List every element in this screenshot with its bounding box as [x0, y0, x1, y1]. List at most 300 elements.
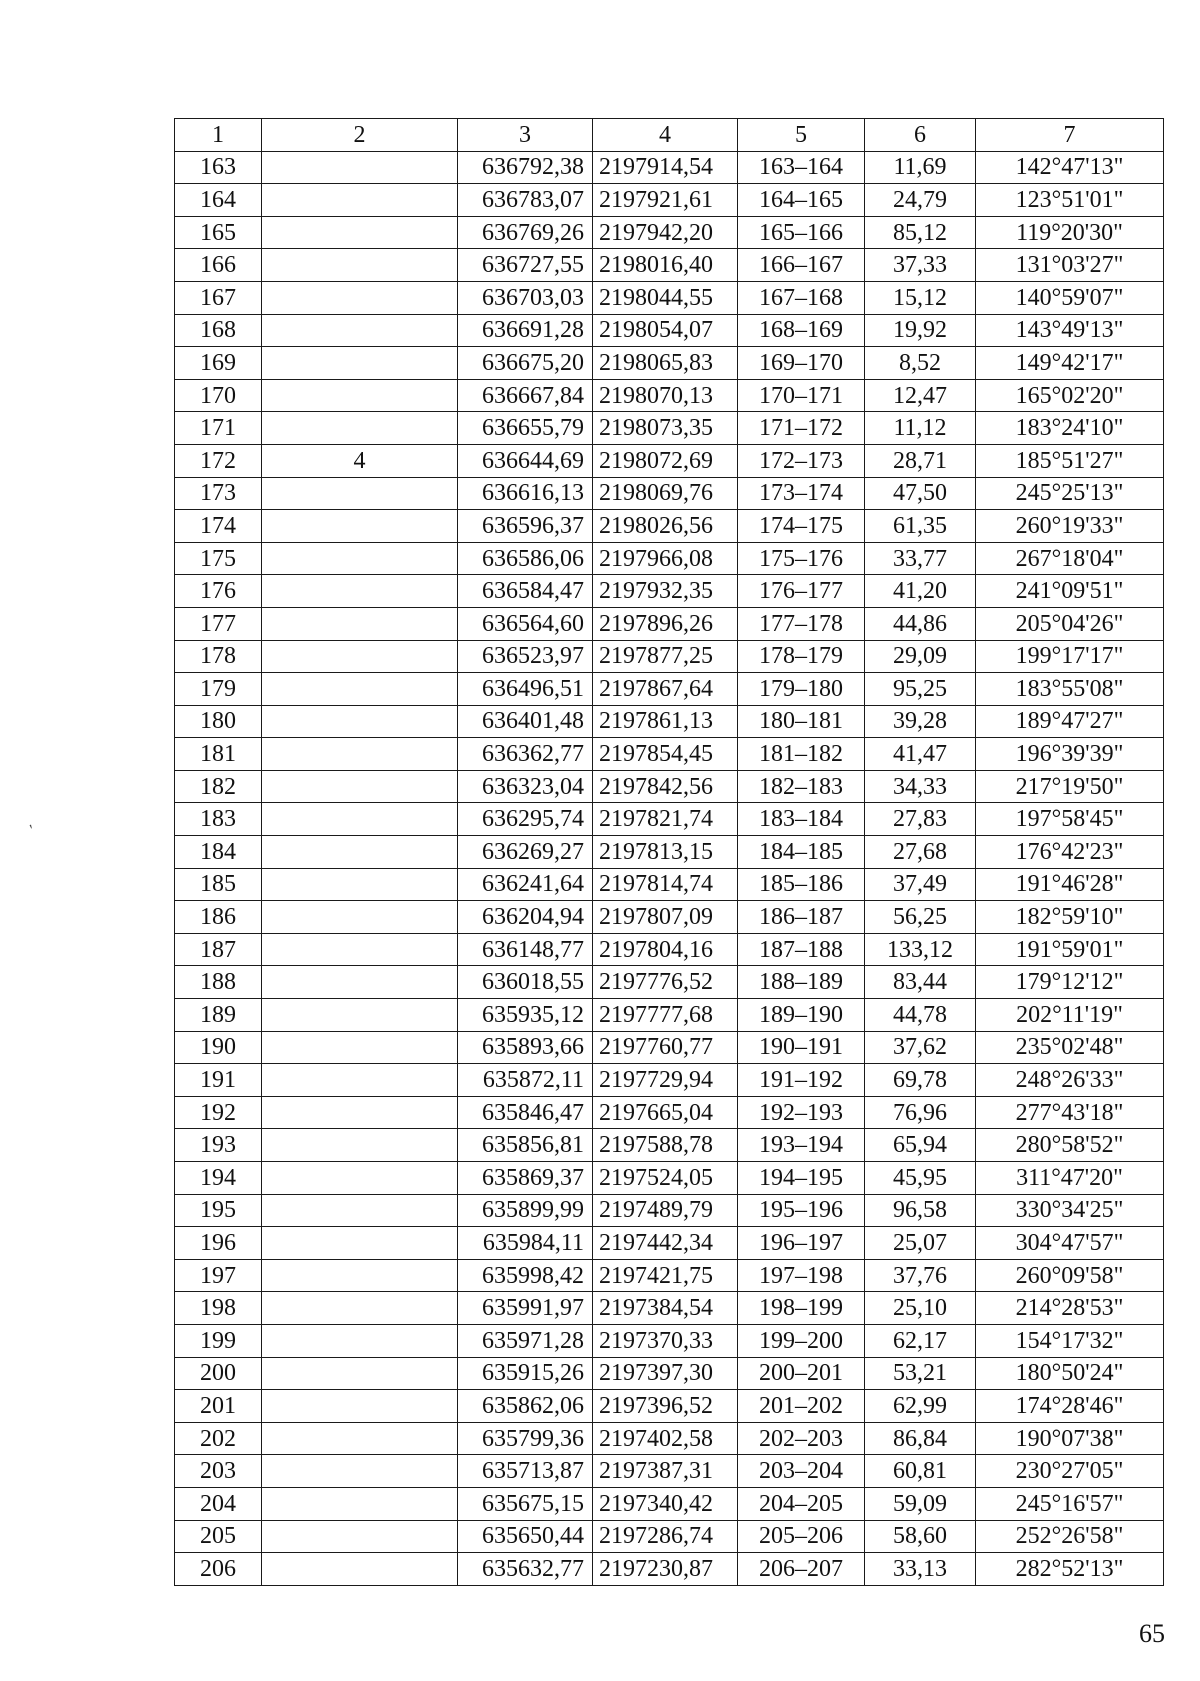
x-coordinate-cell: 636667,84 — [458, 379, 593, 412]
point-number-cell: 196 — [175, 1227, 262, 1260]
x-coordinate-cell: 636769,26 — [458, 216, 593, 249]
bearing-cell: 267°18'04" — [976, 542, 1164, 575]
header-cell-7: 7 — [976, 119, 1164, 152]
segment-cell: 179–180 — [738, 673, 865, 706]
table-row — [175, 1422, 1164, 1455]
table-row — [175, 281, 1164, 314]
y-coordinate-cell: 2197286,74 — [593, 1520, 738, 1553]
length-cell: 33,13 — [865, 1553, 976, 1586]
group-label-cell — [262, 1064, 458, 1097]
group-label-cell — [262, 770, 458, 803]
bearing-cell: 197°58'45" — [976, 803, 1164, 836]
y-coordinate-cell: 2197854,45 — [593, 738, 738, 771]
header-cell-5: 5 — [738, 119, 865, 152]
x-coordinate-cell: 636362,77 — [458, 738, 593, 771]
group-label-cell — [262, 1487, 458, 1520]
bearing-cell: 252°26'58" — [976, 1520, 1164, 1553]
segment-cell: 204–205 — [738, 1487, 865, 1520]
length-cell: 47,50 — [865, 477, 976, 510]
point-number-cell: 172 — [175, 444, 262, 477]
segment-cell: 200–201 — [738, 1357, 865, 1390]
bearing-cell: 214°28'53" — [976, 1292, 1164, 1325]
group-label-cell — [262, 281, 458, 314]
point-number-cell: 184 — [175, 836, 262, 869]
bearing-cell: 241°09'51" — [976, 575, 1164, 608]
bearing-cell: 245°25'13" — [976, 477, 1164, 510]
point-number-cell: 171 — [175, 412, 262, 445]
bearing-cell: 154°17'32" — [976, 1324, 1164, 1357]
bearing-cell: 165°02'20" — [976, 379, 1164, 412]
bearing-cell: 202°11'19" — [976, 999, 1164, 1032]
y-coordinate-cell: 2197230,87 — [593, 1553, 738, 1586]
point-number-cell: 175 — [175, 542, 262, 575]
table-row — [175, 868, 1164, 901]
length-cell: 96,58 — [865, 1194, 976, 1227]
length-cell: 25,07 — [865, 1227, 976, 1260]
y-coordinate-cell: 2197340,42 — [593, 1487, 738, 1520]
group-label-cell — [262, 1096, 458, 1129]
point-number-cell: 174 — [175, 510, 262, 543]
stray-mark: ' — [28, 822, 37, 840]
length-cell: 28,71 — [865, 444, 976, 477]
table-row — [175, 1259, 1164, 1292]
segment-cell: 176–177 — [738, 575, 865, 608]
bearing-cell: 182°59'10" — [976, 901, 1164, 934]
x-coordinate-cell: 636655,79 — [458, 412, 593, 445]
length-cell: 41,20 — [865, 575, 976, 608]
bearing-cell: 140°59'07" — [976, 281, 1164, 314]
y-coordinate-cell: 2197813,15 — [593, 836, 738, 869]
x-coordinate-cell: 636644,69 — [458, 444, 593, 477]
group-label-cell — [262, 347, 458, 380]
length-cell: 27,83 — [865, 803, 976, 836]
point-number-cell: 202 — [175, 1422, 262, 1455]
x-coordinate-cell: 636616,13 — [458, 477, 593, 510]
bearing-cell: 183°55'08" — [976, 673, 1164, 706]
y-coordinate-cell: 2197588,78 — [593, 1129, 738, 1162]
segment-cell: 185–186 — [738, 868, 865, 901]
length-cell: 58,60 — [865, 1520, 976, 1553]
segment-cell: 170–171 — [738, 379, 865, 412]
group-label-cell — [262, 1227, 458, 1260]
segment-cell: 182–183 — [738, 770, 865, 803]
bearing-cell: 185°51'27" — [976, 444, 1164, 477]
x-coordinate-cell: 636727,55 — [458, 249, 593, 282]
point-number-cell: 188 — [175, 966, 262, 999]
x-coordinate-cell: 636792,38 — [458, 151, 593, 184]
header-cell-3: 3 — [458, 119, 593, 152]
bearing-cell: 191°46'28" — [976, 868, 1164, 901]
group-label-cell — [262, 705, 458, 738]
x-coordinate-cell: 636586,06 — [458, 542, 593, 575]
segment-cell: 196–197 — [738, 1227, 865, 1260]
length-cell: 44,86 — [865, 607, 976, 640]
group-label-cell — [262, 314, 458, 347]
y-coordinate-cell: 2197914,54 — [593, 151, 738, 184]
x-coordinate-cell: 636783,07 — [458, 184, 593, 217]
length-cell: 34,33 — [865, 770, 976, 803]
table-row — [175, 151, 1164, 184]
bearing-cell: 230°27'05" — [976, 1455, 1164, 1488]
x-coordinate-cell: 636675,20 — [458, 347, 593, 380]
x-coordinate-cell: 636496,51 — [458, 673, 593, 706]
x-coordinate-cell: 635998,42 — [458, 1259, 593, 1292]
length-cell: 27,68 — [865, 836, 976, 869]
group-label-cell — [262, 1357, 458, 1390]
segment-cell: 164–165 — [738, 184, 865, 217]
point-number-cell: 204 — [175, 1487, 262, 1520]
y-coordinate-cell: 2197932,35 — [593, 575, 738, 608]
bearing-cell: 196°39'39" — [976, 738, 1164, 771]
x-coordinate-cell: 635862,06 — [458, 1390, 593, 1423]
x-coordinate-cell: 635632,77 — [458, 1553, 593, 1586]
bearing-cell: 199°17'17" — [976, 640, 1164, 673]
table-row — [175, 640, 1164, 673]
segment-cell: 166–167 — [738, 249, 865, 282]
table-row — [175, 1553, 1164, 1586]
table-row — [175, 1324, 1164, 1357]
group-label-cell — [262, 966, 458, 999]
group-label-cell — [262, 477, 458, 510]
group-label-cell — [262, 1129, 458, 1162]
point-number-cell: 185 — [175, 868, 262, 901]
x-coordinate-cell: 635846,47 — [458, 1096, 593, 1129]
group-label-cell — [262, 1194, 458, 1227]
segment-cell: 198–199 — [738, 1292, 865, 1325]
group-label-cell — [262, 1259, 458, 1292]
y-coordinate-cell: 2197370,33 — [593, 1324, 738, 1357]
point-number-cell: 181 — [175, 738, 262, 771]
y-coordinate-cell: 2197776,52 — [593, 966, 738, 999]
table-row — [175, 1162, 1164, 1195]
table-row — [175, 933, 1164, 966]
segment-cell: 186–187 — [738, 901, 865, 934]
bearing-cell: 180°50'24" — [976, 1357, 1164, 1390]
x-coordinate-cell: 635971,28 — [458, 1324, 593, 1357]
point-number-cell: 203 — [175, 1455, 262, 1488]
length-cell: 8,52 — [865, 347, 976, 380]
table-row — [175, 1194, 1164, 1227]
table-row — [175, 184, 1164, 217]
length-cell: 95,25 — [865, 673, 976, 706]
group-label-cell — [262, 1422, 458, 1455]
bearing-cell: 235°02'48" — [976, 1031, 1164, 1064]
table-row — [175, 314, 1164, 347]
table-body — [175, 151, 1164, 1585]
x-coordinate-cell: 635869,37 — [458, 1162, 593, 1195]
point-number-cell: 169 — [175, 347, 262, 380]
y-coordinate-cell: 2198044,55 — [593, 281, 738, 314]
segment-cell: 171–172 — [738, 412, 865, 445]
point-number-cell: 163 — [175, 151, 262, 184]
y-coordinate-cell: 2198069,76 — [593, 477, 738, 510]
x-coordinate-cell: 636204,94 — [458, 901, 593, 934]
length-cell: 25,10 — [865, 1292, 976, 1325]
point-number-cell: 192 — [175, 1096, 262, 1129]
table-row — [175, 444, 1164, 477]
table-row — [175, 966, 1164, 999]
segment-cell: 177–178 — [738, 607, 865, 640]
header-row — [175, 119, 1164, 152]
length-cell: 69,78 — [865, 1064, 976, 1097]
length-cell: 37,33 — [865, 249, 976, 282]
y-coordinate-cell: 2198073,35 — [593, 412, 738, 445]
length-cell: 86,84 — [865, 1422, 976, 1455]
segment-cell: 206–207 — [738, 1553, 865, 1586]
x-coordinate-cell: 636584,47 — [458, 575, 593, 608]
bearing-cell: 183°24'10" — [976, 412, 1164, 445]
bearing-cell: 123°51'01" — [976, 184, 1164, 217]
bearing-cell: 174°28'46" — [976, 1390, 1164, 1423]
length-cell: 76,96 — [865, 1096, 976, 1129]
group-label-cell — [262, 1324, 458, 1357]
table-row — [175, 216, 1164, 249]
y-coordinate-cell: 2197814,74 — [593, 868, 738, 901]
table-row — [175, 803, 1164, 836]
segment-cell: 175–176 — [738, 542, 865, 575]
y-coordinate-cell: 2197384,54 — [593, 1292, 738, 1325]
length-cell: 65,94 — [865, 1129, 976, 1162]
group-label-cell — [262, 151, 458, 184]
segment-cell: 187–188 — [738, 933, 865, 966]
length-cell: 83,44 — [865, 966, 976, 999]
point-number-cell: 165 — [175, 216, 262, 249]
point-number-cell: 205 — [175, 1520, 262, 1553]
x-coordinate-cell: 636564,60 — [458, 607, 593, 640]
bearing-cell: 131°03'27" — [976, 249, 1164, 282]
group-label-cell — [262, 901, 458, 934]
length-cell: 37,76 — [865, 1259, 976, 1292]
point-number-cell: 206 — [175, 1553, 262, 1586]
point-number-cell: 173 — [175, 477, 262, 510]
group-label-cell — [262, 999, 458, 1032]
segment-cell: 163–164 — [738, 151, 865, 184]
y-coordinate-cell: 2198070,13 — [593, 379, 738, 412]
x-coordinate-cell: 635893,66 — [458, 1031, 593, 1064]
segment-cell: 172–173 — [738, 444, 865, 477]
x-coordinate-cell: 635856,81 — [458, 1129, 593, 1162]
point-number-cell: 183 — [175, 803, 262, 836]
table-row — [175, 1064, 1164, 1097]
segment-cell: 197–198 — [738, 1259, 865, 1292]
length-cell: 53,21 — [865, 1357, 976, 1390]
y-coordinate-cell: 2198016,40 — [593, 249, 738, 282]
length-cell: 24,79 — [865, 184, 976, 217]
group-label-cell — [262, 836, 458, 869]
segment-cell: 184–185 — [738, 836, 865, 869]
table-row — [175, 1129, 1164, 1162]
table-row — [175, 1520, 1164, 1553]
segment-cell: 193–194 — [738, 1129, 865, 1162]
group-label-cell — [262, 640, 458, 673]
table-row — [175, 1096, 1164, 1129]
y-coordinate-cell: 2197396,52 — [593, 1390, 738, 1423]
bearing-cell: 149°42'17" — [976, 347, 1164, 380]
segment-cell: 167–168 — [738, 281, 865, 314]
length-cell: 56,25 — [865, 901, 976, 934]
x-coordinate-cell: 636295,74 — [458, 803, 593, 836]
length-cell: 61,35 — [865, 510, 976, 543]
bearing-cell: 190°07'38" — [976, 1422, 1164, 1455]
point-number-cell: 164 — [175, 184, 262, 217]
coordinates-table — [174, 118, 1164, 1586]
y-coordinate-cell: 2197842,56 — [593, 770, 738, 803]
table-row — [175, 836, 1164, 869]
table-row — [175, 379, 1164, 412]
y-coordinate-cell: 2198026,56 — [593, 510, 738, 543]
length-cell: 11,69 — [865, 151, 976, 184]
point-number-cell: 199 — [175, 1324, 262, 1357]
length-cell: 37,62 — [865, 1031, 976, 1064]
group-label-cell — [262, 184, 458, 217]
length-cell: 39,28 — [865, 705, 976, 738]
bearing-cell: 260°09'58" — [976, 1259, 1164, 1292]
bearing-cell: 179°12'12" — [976, 966, 1164, 999]
point-number-cell: 166 — [175, 249, 262, 282]
y-coordinate-cell: 2197387,31 — [593, 1455, 738, 1488]
header-cell-2: 2 — [262, 119, 458, 152]
header-cell-4: 4 — [593, 119, 738, 152]
group-label-cell: 4 — [262, 444, 458, 477]
y-coordinate-cell: 2197665,04 — [593, 1096, 738, 1129]
table-row — [175, 249, 1164, 282]
x-coordinate-cell: 636703,03 — [458, 281, 593, 314]
group-label-cell — [262, 933, 458, 966]
x-coordinate-cell: 636323,04 — [458, 770, 593, 803]
bearing-cell: 119°20'30" — [976, 216, 1164, 249]
segment-cell: 168–169 — [738, 314, 865, 347]
length-cell: 62,17 — [865, 1324, 976, 1357]
group-label-cell — [262, 412, 458, 445]
point-number-cell: 201 — [175, 1390, 262, 1423]
table-row — [175, 477, 1164, 510]
group-label-cell — [262, 379, 458, 412]
length-cell: 60,81 — [865, 1455, 976, 1488]
group-label-cell — [262, 1390, 458, 1423]
group-label-cell — [262, 510, 458, 543]
segment-cell: 174–175 — [738, 510, 865, 543]
point-number-cell: 186 — [175, 901, 262, 934]
bearing-cell: 176°42'23" — [976, 836, 1164, 869]
point-number-cell: 194 — [175, 1162, 262, 1195]
y-coordinate-cell: 2197807,09 — [593, 901, 738, 934]
group-label-cell — [262, 607, 458, 640]
length-cell: 45,95 — [865, 1162, 976, 1195]
y-coordinate-cell: 2197421,75 — [593, 1259, 738, 1292]
length-cell: 133,12 — [865, 933, 976, 966]
segment-cell: 191–192 — [738, 1064, 865, 1097]
length-cell: 19,92 — [865, 314, 976, 347]
table-row — [175, 575, 1164, 608]
point-number-cell: 187 — [175, 933, 262, 966]
length-cell: 44,78 — [865, 999, 976, 1032]
x-coordinate-cell: 636269,27 — [458, 836, 593, 869]
table-row — [175, 999, 1164, 1032]
table-row — [175, 1292, 1164, 1325]
y-coordinate-cell: 2197942,20 — [593, 216, 738, 249]
table-row — [175, 1390, 1164, 1423]
group-label-cell — [262, 575, 458, 608]
y-coordinate-cell: 2197760,77 — [593, 1031, 738, 1064]
segment-cell: 190–191 — [738, 1031, 865, 1064]
x-coordinate-cell: 635650,44 — [458, 1520, 593, 1553]
x-coordinate-cell: 635984,11 — [458, 1227, 593, 1260]
table-row — [175, 1455, 1164, 1488]
length-cell: 85,12 — [865, 216, 976, 249]
header-cell-6: 6 — [865, 119, 976, 152]
group-label-cell — [262, 216, 458, 249]
y-coordinate-cell: 2197402,58 — [593, 1422, 738, 1455]
segment-cell: 180–181 — [738, 705, 865, 738]
x-coordinate-cell: 635713,87 — [458, 1455, 593, 1488]
header-cell-1: 1 — [175, 119, 262, 152]
x-coordinate-cell: 635935,12 — [458, 999, 593, 1032]
point-number-cell: 198 — [175, 1292, 262, 1325]
y-coordinate-cell: 2197966,08 — [593, 542, 738, 575]
x-coordinate-cell: 636401,48 — [458, 705, 593, 738]
bearing-cell: 311°47'20" — [976, 1162, 1164, 1195]
bearing-cell: 330°34'25" — [976, 1194, 1164, 1227]
y-coordinate-cell: 2197861,13 — [593, 705, 738, 738]
y-coordinate-cell: 2197877,25 — [593, 640, 738, 673]
segment-cell: 194–195 — [738, 1162, 865, 1195]
length-cell: 41,47 — [865, 738, 976, 771]
segment-cell: 181–182 — [738, 738, 865, 771]
segment-cell: 199–200 — [738, 1324, 865, 1357]
point-number-cell: 182 — [175, 770, 262, 803]
segment-cell: 178–179 — [738, 640, 865, 673]
x-coordinate-cell: 636018,55 — [458, 966, 593, 999]
x-coordinate-cell: 635675,15 — [458, 1487, 593, 1520]
length-cell: 37,49 — [865, 868, 976, 901]
bearing-cell: 143°49'13" — [976, 314, 1164, 347]
x-coordinate-cell: 636596,37 — [458, 510, 593, 543]
length-cell: 11,12 — [865, 412, 976, 445]
point-number-cell: 190 — [175, 1031, 262, 1064]
table-row — [175, 542, 1164, 575]
y-coordinate-cell: 2197729,94 — [593, 1064, 738, 1097]
bearing-cell: 191°59'01" — [976, 933, 1164, 966]
bearing-cell: 282°52'13" — [976, 1553, 1164, 1586]
segment-cell: 203–204 — [738, 1455, 865, 1488]
group-label-cell — [262, 249, 458, 282]
y-coordinate-cell: 2198054,07 — [593, 314, 738, 347]
x-coordinate-cell: 636523,97 — [458, 640, 593, 673]
bearing-cell: 248°26'33" — [976, 1064, 1164, 1097]
point-number-cell: 193 — [175, 1129, 262, 1162]
length-cell: 29,09 — [865, 640, 976, 673]
point-number-cell: 167 — [175, 281, 262, 314]
table-row — [175, 738, 1164, 771]
group-label-cell — [262, 1292, 458, 1325]
group-label-cell — [262, 1520, 458, 1553]
table-row — [175, 901, 1164, 934]
table-row — [175, 1487, 1164, 1520]
point-number-cell: 180 — [175, 705, 262, 738]
table-row — [175, 607, 1164, 640]
length-cell: 62,99 — [865, 1390, 976, 1423]
bearing-cell: 304°47'57" — [976, 1227, 1164, 1260]
segment-cell: 205–206 — [738, 1520, 865, 1553]
point-number-cell: 168 — [175, 314, 262, 347]
segment-cell: 188–189 — [738, 966, 865, 999]
y-coordinate-cell: 2197804,16 — [593, 933, 738, 966]
page-number: 65 — [1139, 1619, 1165, 1648]
bearing-cell: 260°19'33" — [976, 510, 1164, 543]
segment-cell: 189–190 — [738, 999, 865, 1032]
segment-cell: 202–203 — [738, 1422, 865, 1455]
table-header — [175, 119, 1164, 152]
